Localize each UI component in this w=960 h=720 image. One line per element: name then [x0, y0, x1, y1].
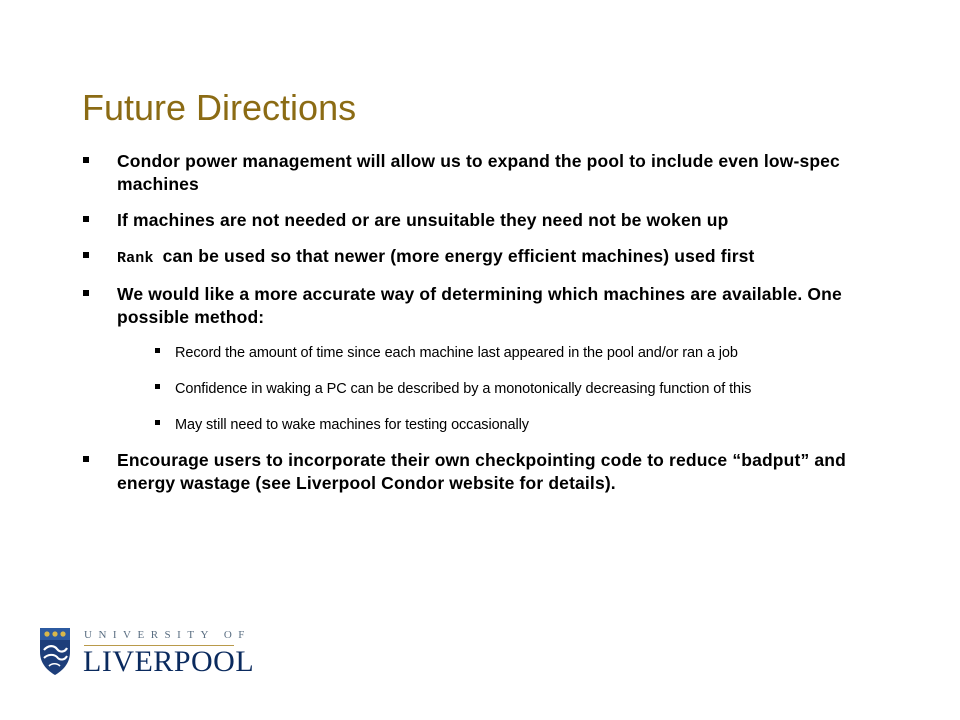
- square-bullet-icon: [83, 252, 89, 258]
- square-bullet-icon: [155, 420, 160, 425]
- logo-wordmark: LIVERPOOL: [83, 645, 255, 678]
- bullet-item: [80, 245, 880, 270]
- sub-bullet-item: [117, 415, 880, 436]
- sub-bullet-list: [117, 343, 880, 436]
- slide-title: Future Directions: [82, 87, 357, 128]
- sub-bullet-text: Confidence in waking a PC can be described by a monotonically decreasing function of this: [175, 381, 752, 397]
- bullet-text-rest: can be used so that newer (more energy efficient machines) used first: [162, 246, 755, 266]
- bullet-item: [80, 150, 880, 196]
- square-bullet-icon: [155, 348, 160, 353]
- square-bullet-icon: [83, 290, 89, 296]
- university-logo: [38, 626, 258, 682]
- square-bullet-icon: [155, 384, 160, 389]
- sub-bullet-text: May still need to wake machines for testing occasionally: [175, 417, 529, 433]
- square-bullet-icon: [83, 216, 89, 222]
- bullet-item: [80, 283, 880, 436]
- bullet-text: Condor power management will allow us to expand the pool to include even low-spec machines: [117, 151, 840, 194]
- logo-top-text: UNIVERSITY OF: [84, 629, 251, 641]
- sub-bullet-text: Record the amount of time since each machine last appeared in the pool and/or ran a job: [175, 345, 738, 361]
- square-bullet-icon: [83, 456, 89, 462]
- bullet-text: If machines are not needed or are unsuitable they need not be woken up: [117, 210, 729, 230]
- code-keyword: Rank: [117, 250, 154, 267]
- bullet-text: Encourage users to incorporate their own checkpointing code to reduce “badput” and energy wastage (see Liverpool Condor website for details).: [117, 450, 846, 493]
- sub-bullet-item: [117, 343, 880, 364]
- crest-icon: [38, 626, 72, 676]
- sub-bullet-item: [117, 379, 880, 400]
- square-bullet-icon: [83, 157, 89, 163]
- bullet-list: [80, 150, 880, 508]
- bullet-text: We would like a more accurate way of determining which machines are available. One possible method:: [117, 284, 842, 327]
- bullet-item: [80, 449, 880, 495]
- bullet-text: [117, 245, 880, 270]
- bullet-item: [80, 209, 880, 232]
